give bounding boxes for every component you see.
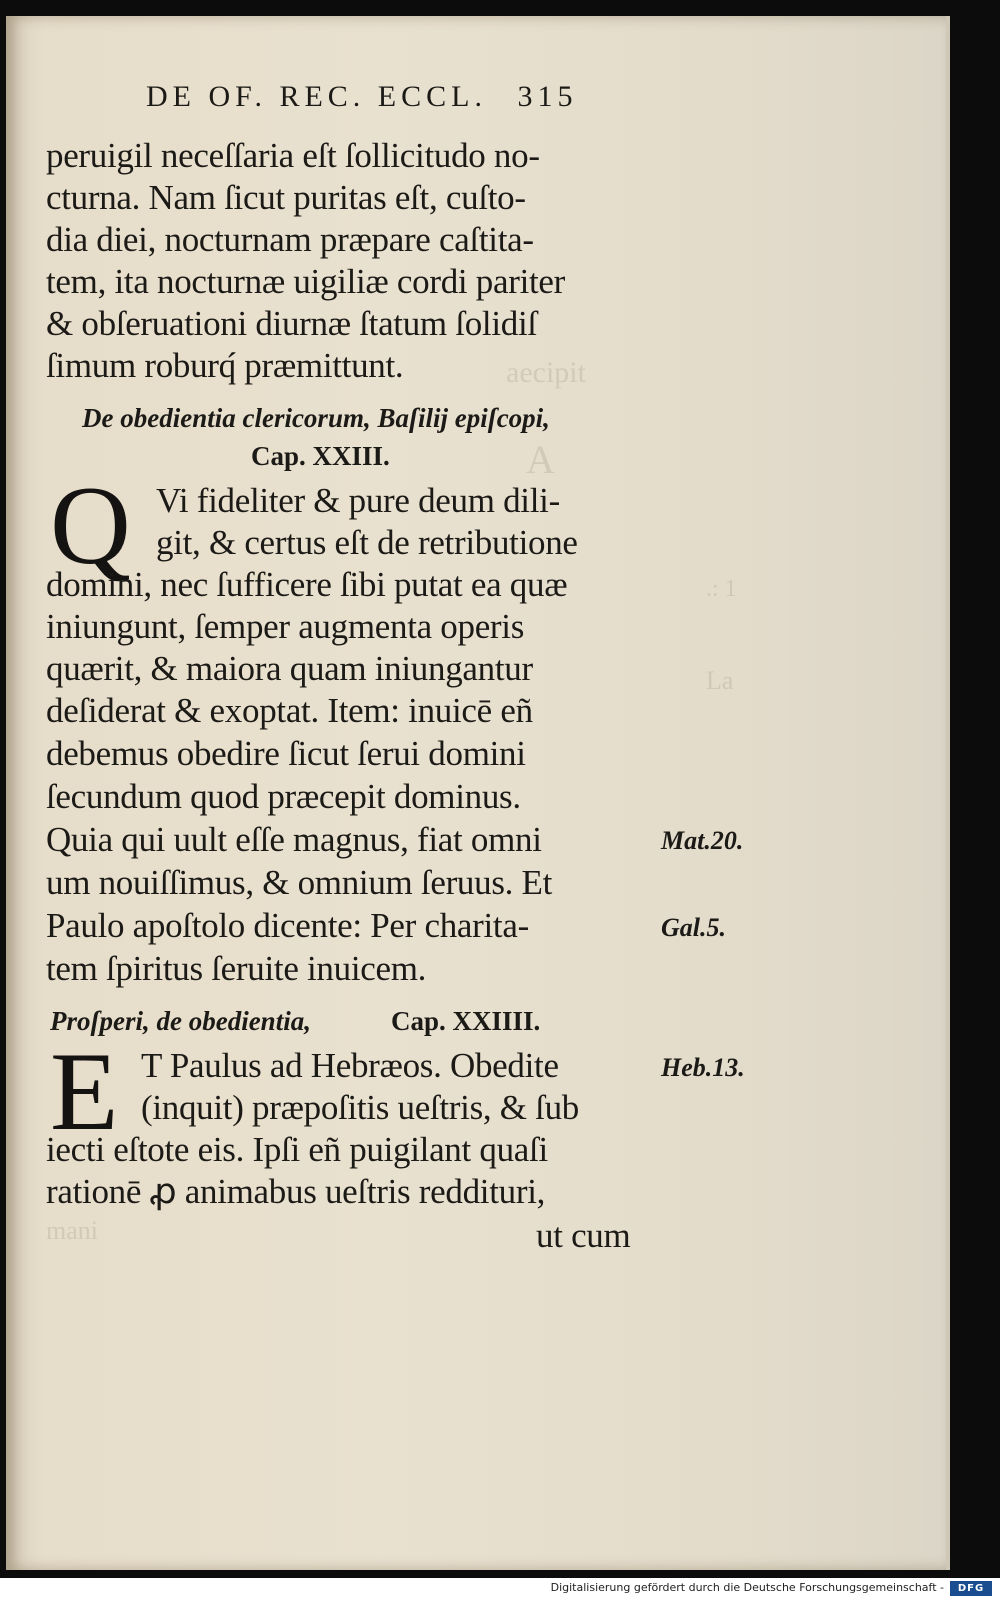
text-line: debemus obedire ſicut ſerui domini bbox=[46, 734, 526, 773]
text-line: Vi fideliter & pure deum dili- bbox=[156, 481, 560, 520]
chapter-number: Cap. XXIIII. bbox=[391, 1006, 541, 1036]
text-line: tem ſpiritus ſeruite inuicem. bbox=[46, 949, 427, 988]
text-line: deſiderat & exoptat. Item: inuicē eñ bbox=[46, 691, 533, 730]
chapter-heading: Proſperi, de obedientia, bbox=[50, 1006, 311, 1036]
text-line: um nouiſſimus, & omnium ſeruus. Et bbox=[46, 863, 553, 902]
text-line: & obſeruationi diurnæ ſtatum ſolidiſ bbox=[46, 304, 537, 343]
margin-note-heb: Heb.13. bbox=[661, 1053, 745, 1082]
running-title: DE OF. REC. ECCL. bbox=[146, 80, 487, 113]
catchword: ut cum bbox=[536, 1216, 631, 1255]
show-through: .: 1 bbox=[706, 576, 737, 602]
drop-cap: Q bbox=[50, 464, 131, 588]
running-header bbox=[146, 80, 666, 114]
show-through: mani bbox=[46, 1216, 98, 1245]
funding-credit: Digitalisierung gefördert durch die Deutsche Forschungsgemeinschaft - bbox=[550, 1581, 944, 1594]
show-through: A bbox=[526, 437, 555, 482]
page-number: 315 bbox=[517, 80, 578, 113]
margin-note-gal: Gal.5. bbox=[661, 913, 726, 942]
text-line: quærit, & maiora quam iniungantur bbox=[46, 649, 533, 688]
text-line: iniungunt, ſemper augmenta operis bbox=[46, 607, 525, 646]
book-page bbox=[6, 16, 950, 1570]
margin-note-mat: Mat.20. bbox=[661, 826, 744, 855]
show-through: aecipit bbox=[506, 356, 586, 389]
text-line: iecti eſtote eis. Ipſi eñ puigilant quaſi bbox=[46, 1130, 548, 1169]
text-line: dia diei, nocturnam præpare caſtita- bbox=[46, 220, 534, 259]
text-line: tem, ita nocturnæ uigiliæ cordi pariter bbox=[46, 262, 566, 301]
chapter-heading: De obedientia clericorum, Baſilij epiſcopi, bbox=[82, 403, 550, 433]
text-line: ſimum roburq́ præmittunt. bbox=[46, 346, 404, 385]
text-line: Quia qui uult eſſe magnus, fiat omni bbox=[46, 820, 542, 859]
drop-cap: E bbox=[50, 1030, 119, 1154]
digitization-footer bbox=[0, 1578, 1000, 1600]
text-line: domini, nec ſufficere ſibi putat ea quæ bbox=[46, 565, 568, 604]
text-line: T Paulus ad Hebræos. Obedite bbox=[141, 1046, 559, 1085]
text-line: peruigil neceſſaria eſt ſollicitudo no- bbox=[46, 136, 540, 175]
dfg-logo: DFG bbox=[950, 1581, 992, 1596]
text-line: Paulo apoſtolo dicente: Per charita- bbox=[46, 906, 529, 945]
text-line: (inquit) præpoſitis ueſtris, & ſub bbox=[141, 1088, 579, 1127]
text-line: cturna. Nam ſicut puritas eſt, cuſto- bbox=[46, 178, 526, 217]
chapter-number: Cap. XXIII. bbox=[251, 441, 390, 471]
text-line: git, & certus eſt de retributione bbox=[156, 523, 578, 562]
show-through: La bbox=[706, 666, 734, 695]
text-line: ſecundum quod præcepit dominus. bbox=[46, 777, 521, 816]
text-line: rationē ꝓ animabus ueſtris reddituri, bbox=[46, 1172, 546, 1211]
